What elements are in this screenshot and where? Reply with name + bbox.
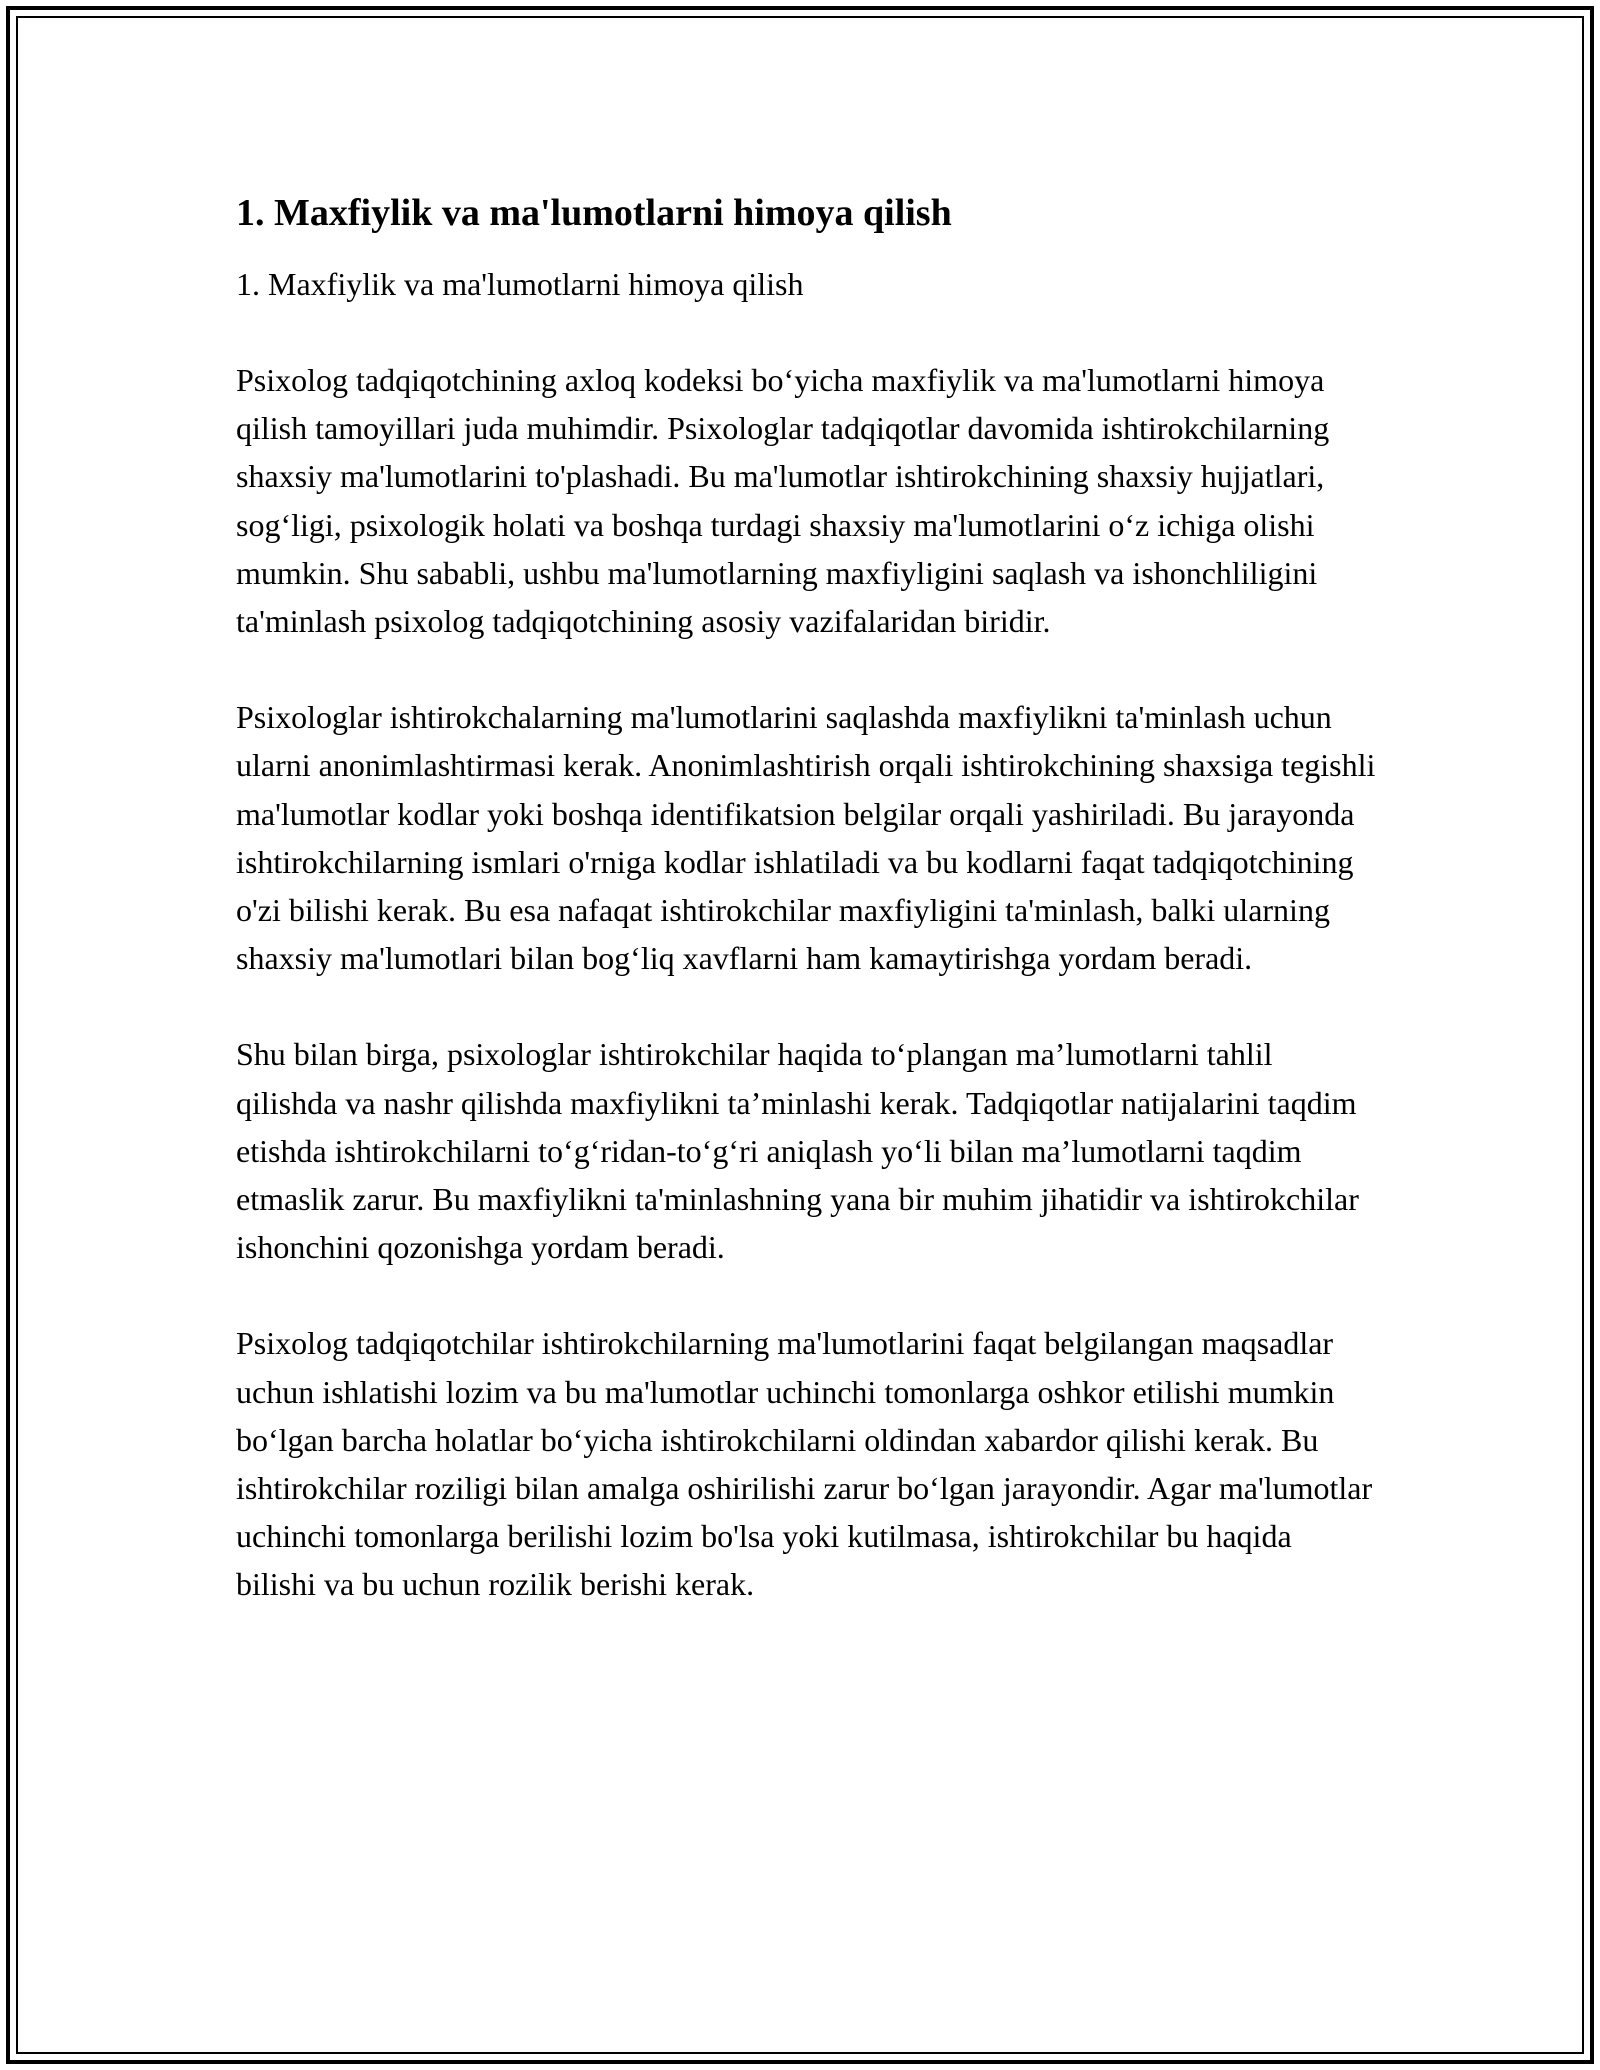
- section-subtitle: 1. Maxfiylik va ma'lumotlarni himoya qilish: [236, 266, 804, 302]
- paragraph-1: Psixolog tadqiqotchining axloq kodeksi bo‘yicha maxfiylik va ma'lumotlarni himoya qilish tamoyillari juda muhimdir. Psixologlar tadqiqotlar davomida ishtirokchilarning shaxsiy ma'lumotlarini to'plashadi. Bu ma'lumotlar ishtirokchining shaxsiy hujjatlari, sog‘ligi, psixologik holati va boshqa turdagi shaxsiy ma'lumotlarini o‘z ichiga olishi mumkin. Shu sababli, ushbu ma'lumotlarning maxfiyligini saqlash va ishonchliligini ta'minlash psixolog tadqiqotchining asosiy vazifalaridan biridir.: [236, 362, 1330, 640]
- paragraph-4: Psixolog tadqiqotchilar ishtirokchilarning ma'lumotlarini faqat belgilangan maqsadlar uchun ishlatishi lozim va bu ma'lumotlar uchinchi tomonlarga oshkor etilishi mumkin bo‘lgan barcha holatlar bo‘yicha ishtirokchilarni oldindan xabardor qilishi kerak. Bu ishtirokchilar roziligi bilan amalga oshirilishi zarur bo‘lgan jarayondir. Agar ma'lumotlar uchinchi tomonlarga berilishi lozim bo'lsa yoki kutilmasa, ishtirokchilar bu haqida bilishi va bu uchun rozilik berishi kerak.: [236, 1325, 1373, 1603]
- paragraph-3: Shu bilan birga, psixologlar ishtirokchilar haqida to‘plangan ma’lumotlarni tahlil qilishda va nashr qilishda maxfiylikni ta’minlashi kerak. Tadqiqotlar natijalarini taqdim etishda ishtirokchilarni to‘g‘ridan-to‘g‘ri aniqlash yo‘li bilan ma’lumotlarni taqdim etmaslik zarur. Bu maxfiylikni ta'minlashning yana bir muhim jihatidir va ishtirokchilar ishonchini qozonishga yordam beradi.: [236, 1036, 1359, 1266]
- document-body: [236, 186, 1376, 1657]
- page-title: 1. Maxfiylik va ma'lumotlarni himoya qilish: [236, 192, 952, 234]
- paragraph-2: Psixologlar ishtirokchalarning ma'lumotlarini saqlashda maxfiylikni ta'minlash uchun ularni anonimlashtirmasi kerak. Anonimlashtirish orqali ishtirokchining shaxsiga tegishli ma'lumotlar kodlar yoki boshqa identifikatsion belgilar orqali yashiriladi. Bu jarayonda ishtirokchilarning ismlari o'rniga kodlar ishlatiladi va bu kodlarni faqat tadqiqotchining o'zi bilishi kerak. Bu esa nafaqat ishtirokchilar maxfiyligini ta'minlash, balki ularning shaxsiy ma'lumotlari bilan bog‘liq xavflarni ham kamaytirishga yordam beradi.: [236, 699, 1376, 977]
